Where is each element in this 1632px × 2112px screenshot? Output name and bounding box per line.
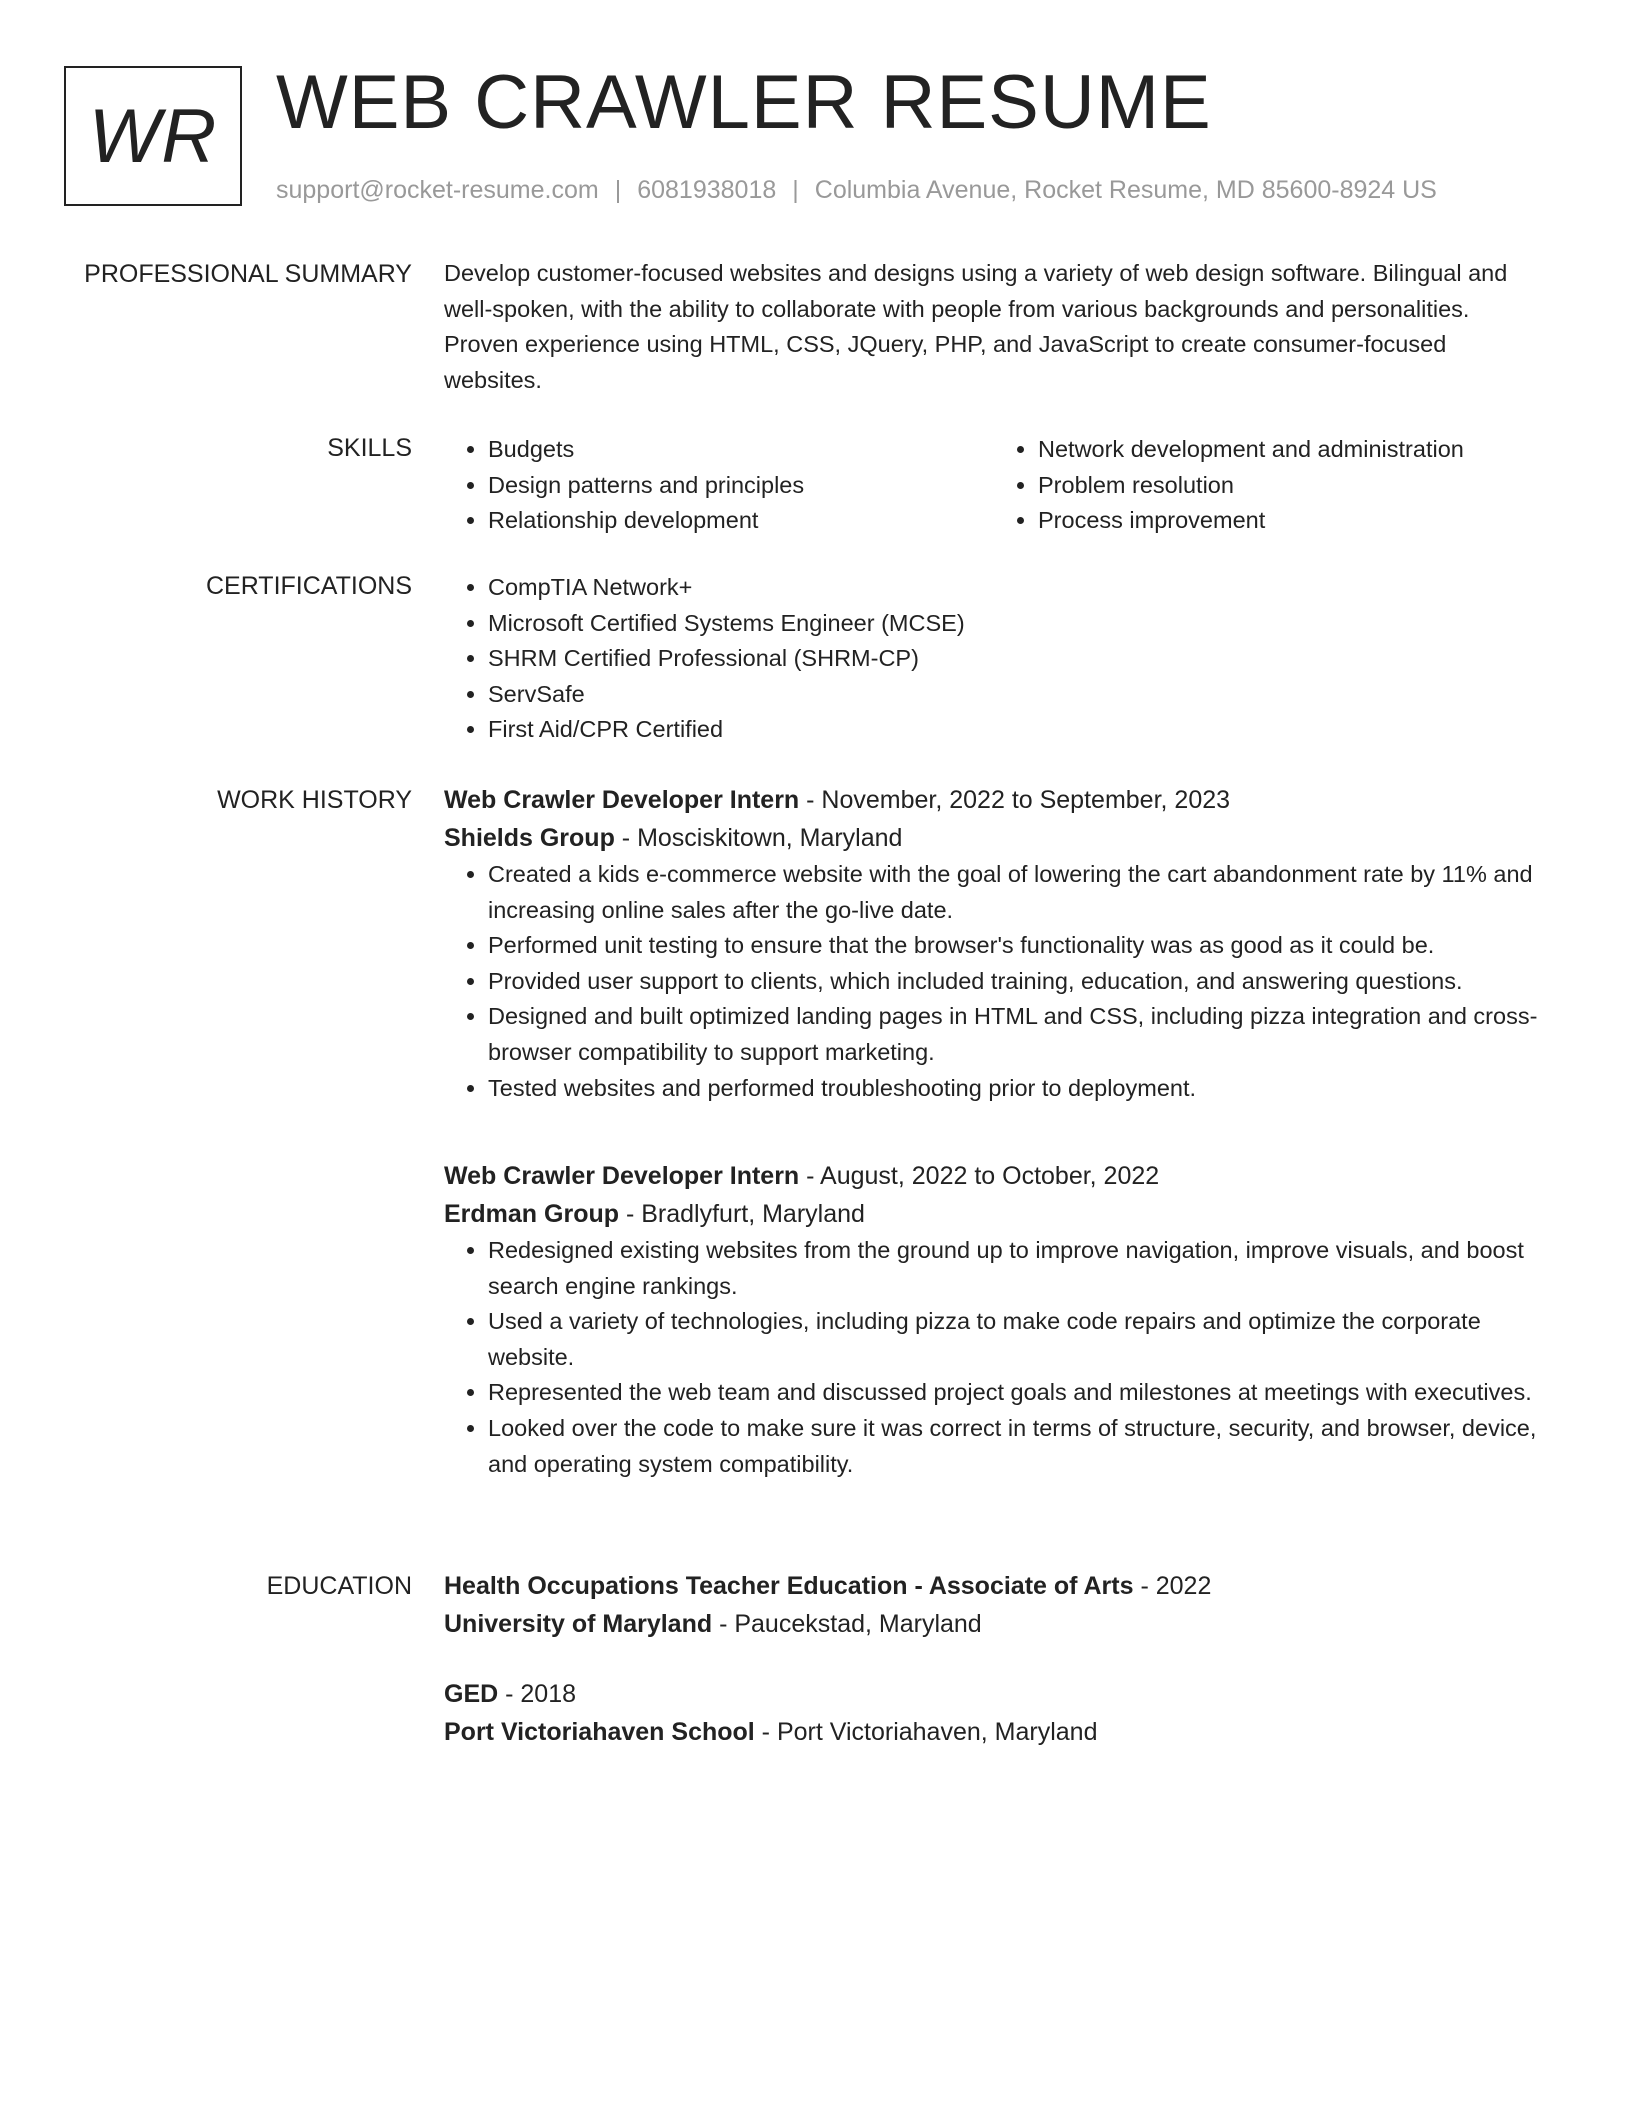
skills-heading: SKILLS — [327, 434, 412, 462]
skills-column-2 — [994, 432, 1544, 539]
certification-item: • SHRM Certified Professional (SHRM-CP) — [488, 641, 1544, 677]
skill-item: • Budgets — [488, 432, 994, 468]
job-bullet: • Performed unit testing to ensure that the browser's functionality was as good as it could be. — [488, 928, 1544, 964]
contact-email: support@rocket-resume.com — [276, 176, 599, 204]
job-entry — [444, 1157, 1544, 1482]
job-title: Web Crawler Developer Intern — [444, 1162, 800, 1190]
job-bullet: • Redesigned existing websites from the ground up to improve navigation, improve visuals, and boost search engine rankings. — [488, 1233, 1544, 1304]
job-company-line — [444, 819, 1544, 857]
skill-item: • Network development and administration — [1038, 432, 1544, 468]
certification-item: • Microsoft Certified Systems Engineer (MCSE) — [488, 606, 1544, 642]
job-bullet: • Looked over the code to make sure it was correct in terms of structure, security, and browser, device, and operating system compatibility. — [488, 1411, 1544, 1482]
education-degree-line — [444, 1675, 1544, 1713]
education-year: - 2022 — [1133, 1572, 1212, 1600]
skills-column-1 — [444, 432, 994, 539]
job-company: Shields Group — [444, 824, 615, 852]
job-title: Web Crawler Developer Intern — [444, 786, 800, 814]
education-degree-line — [444, 1567, 1544, 1605]
monogram-logo: WR — [64, 66, 242, 206]
work-history-heading: WORK HISTORY — [217, 786, 412, 814]
contact-separator: | — [792, 176, 799, 204]
job-location: - Bradlyfurt, Maryland — [619, 1200, 865, 1228]
job-bullets — [444, 1233, 1544, 1482]
job-dates: - November, 2022 to September, 2023 — [799, 786, 1231, 814]
education-school-line — [444, 1605, 1544, 1643]
job-company: Erdman Group — [444, 1200, 620, 1228]
skill-item: • Relationship development — [488, 503, 994, 539]
job-bullet: • Used a variety of technologies, including pizza to make code repairs and optimize the corporate website. — [488, 1304, 1544, 1375]
skill-item: • Design patterns and principles — [488, 468, 994, 504]
job-bullet: • Designed and built optimized landing pages in HTML and CSS, including pizza integration and cross-browser compatibility to support marketing. — [488, 999, 1544, 1070]
job-bullet: • Tested websites and performed troubleshooting prior to deployment. — [488, 1071, 1544, 1107]
job-title-line — [444, 1157, 1544, 1195]
education-location: - Paucekstad, Maryland — [712, 1610, 982, 1638]
job-dates: - August, 2022 to October, 2022 — [799, 1162, 1160, 1190]
contact-address: Columbia Avenue, Rocket Resume, MD 85600-8924 US — [814, 176, 1437, 204]
education-degree: Health Occupations Teacher Education - Associate of Arts — [444, 1572, 1134, 1600]
education-location: - Port Victoriahaven, Maryland — [754, 1718, 1098, 1746]
education-school: Port Victoriahaven School — [444, 1718, 755, 1746]
job-bullet: • Represented the web team and discussed project goals and milestones at meetings with executives. — [488, 1375, 1544, 1411]
resume-title: WEB CRAWLER RESUME — [276, 60, 1212, 145]
certification-item: • ServSafe — [488, 677, 1544, 713]
job-title-line — [444, 781, 1544, 819]
skill-item: • Process improvement — [1038, 503, 1544, 539]
education-school-line — [444, 1713, 1544, 1751]
summary-text: Develop customer-focused websites and designs using a variety of web design software. Bilingual and well-spoken, with the ability to collaborate with people from various backgrounds and personalities. Proven experience using HTML, CSS, JQuery, PHP, and JavaScript to create consumer-focused websites. — [444, 260, 1508, 393]
job-bullets — [444, 857, 1544, 1106]
contact-phone: 6081938018 — [637, 176, 777, 204]
job-bullet: • Created a kids e-commerce website with the goal of lowering the cart abandonment rate by 11% and increasing online sales after the go-live date. — [488, 857, 1544, 928]
job-location: - Mosciskitown, Maryland — [614, 824, 903, 852]
skills-list — [444, 432, 1544, 539]
summary-heading: PROFESSIONAL SUMMARY — [84, 260, 412, 288]
education-entry — [444, 1567, 1544, 1643]
education-heading: EDUCATION — [266, 1572, 412, 1600]
job-bullet: • Provided user support to clients, which included training, education, and answering questions. — [488, 964, 1544, 1000]
certification-item: • First Aid/CPR Certified — [488, 712, 1544, 748]
job-entry — [444, 781, 1544, 1106]
contact-line — [276, 174, 1437, 206]
certifications-heading: CERTIFICATIONS — [205, 572, 412, 600]
certifications-list — [444, 570, 1544, 748]
certification-item: • CompTIA Network+ — [488, 570, 1544, 606]
skill-item: • Problem resolution — [1038, 468, 1544, 504]
contact-separator: | — [614, 176, 622, 204]
job-company-line — [444, 1195, 1544, 1233]
education-entry — [444, 1675, 1544, 1751]
education-degree: GED — [444, 1680, 499, 1708]
education-year: - 2018 — [498, 1680, 577, 1708]
education-school: University of Maryland — [444, 1610, 713, 1638]
